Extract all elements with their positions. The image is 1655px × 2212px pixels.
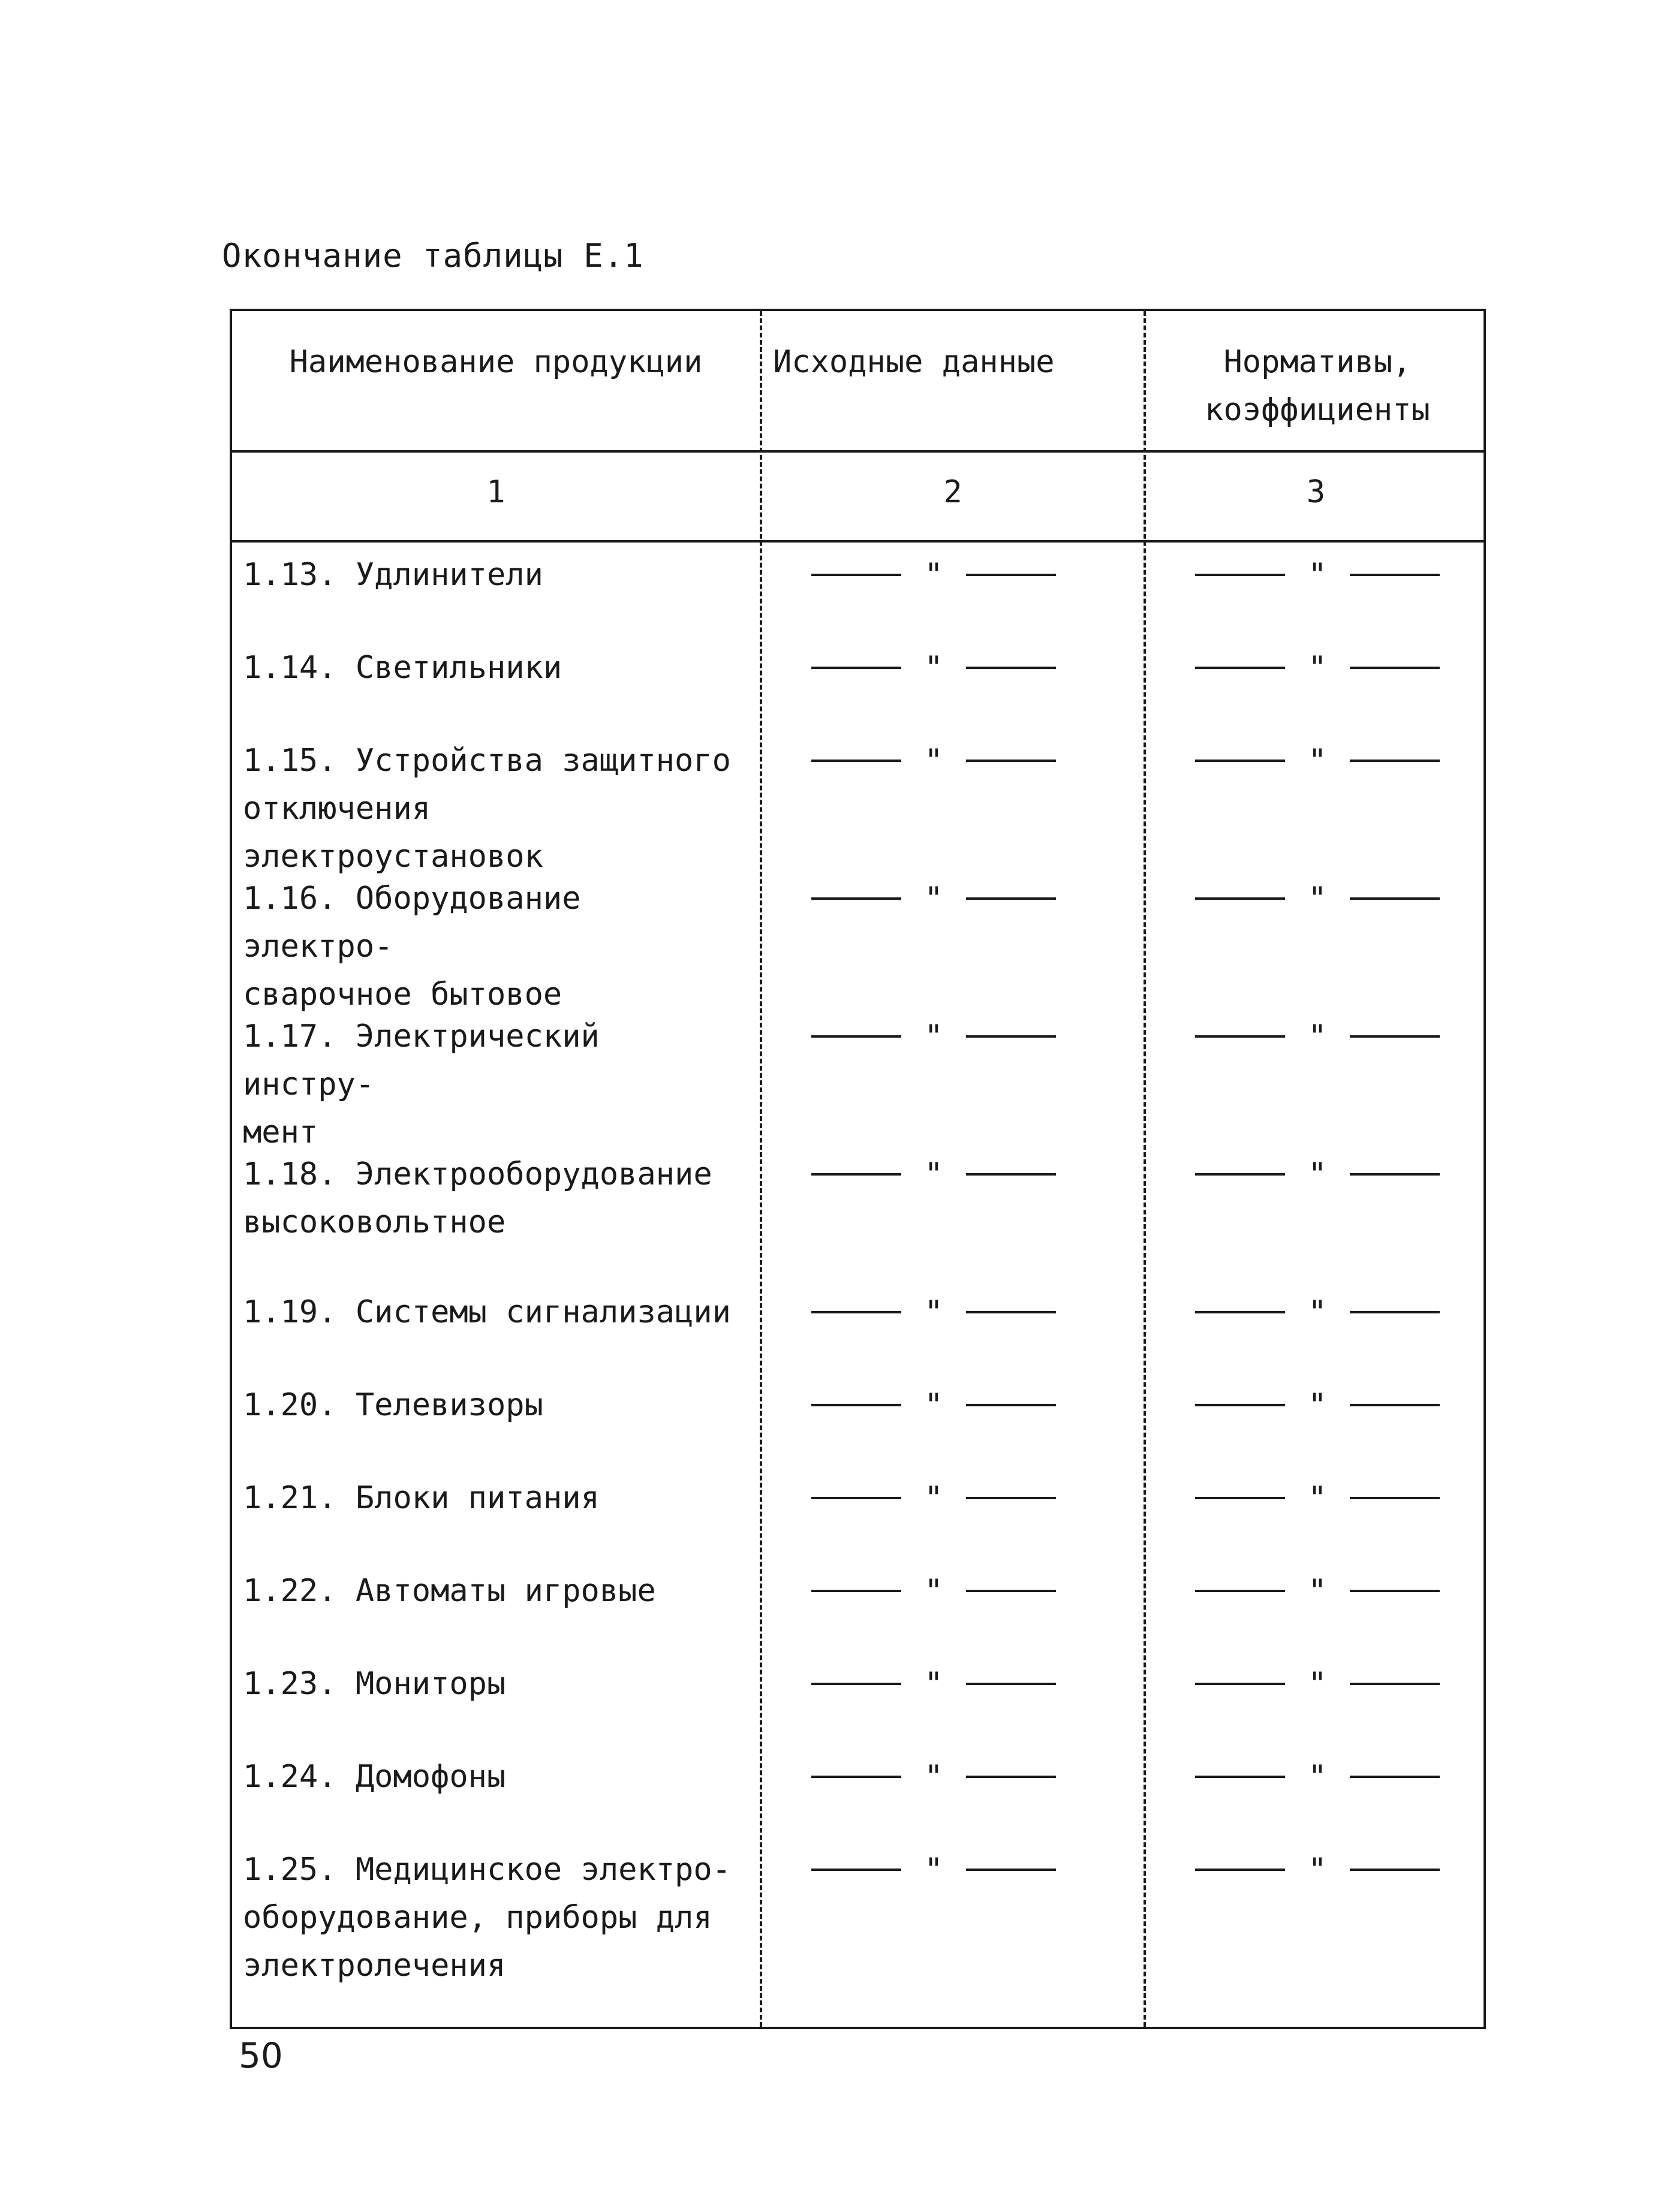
ditto-dash — [966, 1035, 1056, 1038]
row-label: 1.17. Электрический инстру- мент — [243, 1018, 600, 1150]
column-number-3: 3 — [1306, 474, 1326, 510]
ditto-source-data — [808, 743, 1060, 779]
ditto-source-data — [808, 557, 1060, 593]
ditto-dash — [1350, 897, 1440, 900]
ditto-dash — [811, 1869, 901, 1871]
page-number: 50 — [239, 2035, 283, 2076]
row-label: 1.25. Медицинское электро- оборудование, приборы для электролечения — [243, 1852, 731, 1984]
ditto-dash — [1195, 1173, 1285, 1176]
ditto-mark: " — [1308, 1759, 1327, 1795]
row-label: 1.20. Телевизоры — [243, 1387, 543, 1423]
ditto-dash — [966, 1404, 1056, 1406]
ditto-dash — [966, 1311, 1056, 1313]
ditto-source-data — [808, 650, 1060, 686]
ditto-source-data — [808, 1156, 1060, 1192]
ditto-norms — [1191, 1294, 1443, 1330]
ditto-dash — [811, 1173, 901, 1176]
row-label: 1.24. Домофоны — [243, 1759, 506, 1795]
ditto-mark: " — [1308, 1018, 1327, 1054]
ditto-mark: " — [1308, 1387, 1327, 1423]
ditto-mark: " — [1308, 1573, 1327, 1609]
ditto-dash — [811, 1035, 901, 1038]
column-number-2: 2 — [943, 474, 962, 510]
row-label: 1.19. Системы сигнализации — [243, 1294, 731, 1330]
ditto-source-data — [808, 1294, 1060, 1330]
ditto-dash — [1195, 1311, 1285, 1313]
ditto-dash — [1350, 1497, 1440, 1499]
column-header-product: Наименование продукции — [289, 344, 703, 380]
ditto-norms — [1191, 1852, 1443, 1888]
ditto-source-data — [808, 1852, 1060, 1888]
ditto-dash — [966, 1497, 1056, 1499]
ditto-mark: " — [924, 557, 943, 593]
ditto-norms — [1191, 743, 1443, 779]
ditto-dash — [1195, 574, 1285, 576]
ditto-dash — [1195, 1869, 1285, 1871]
ditto-norms — [1191, 881, 1443, 917]
row-label: 1.18. Электрооборудование высоковольтное — [243, 1156, 712, 1240]
row-label: 1.22. Автоматы игровые — [243, 1573, 656, 1609]
ditto-mark: " — [924, 1666, 943, 1702]
ditto-mark: " — [924, 1156, 943, 1192]
ditto-mark: " — [924, 650, 943, 686]
ditto-dash — [811, 1404, 901, 1406]
ditto-source-data — [808, 1480, 1060, 1516]
ditto-source-data — [808, 1666, 1060, 1702]
ditto-dash — [1350, 1683, 1440, 1685]
ditto-mark: " — [1308, 1666, 1327, 1702]
ditto-dash — [811, 574, 901, 576]
ditto-dash — [966, 1869, 1056, 1871]
ditto-dash — [1195, 1404, 1285, 1406]
ditto-norms — [1191, 1480, 1443, 1516]
ditto-dash — [811, 760, 901, 762]
ditto-dash — [966, 1776, 1056, 1778]
ditto-dash — [1350, 1776, 1440, 1778]
row-label: 1.14. Светильники — [243, 650, 562, 686]
ditto-dash — [811, 1497, 901, 1499]
ditto-dash — [966, 1173, 1056, 1176]
ditto-dash — [1195, 1035, 1285, 1038]
ditto-dash — [1350, 1035, 1440, 1038]
ditto-dash — [1350, 574, 1440, 576]
ditto-norms — [1191, 1573, 1443, 1609]
row-label: 1.15. Устройства защитного отключения электроустановок — [243, 743, 731, 875]
ditto-dash — [811, 1683, 901, 1685]
ditto-dash — [811, 1311, 901, 1313]
ditto-dash — [1195, 760, 1285, 762]
ditto-dash — [811, 897, 901, 900]
ditto-mark: " — [924, 1480, 943, 1516]
ditto-mark: " — [924, 743, 943, 779]
ditto-norms — [1191, 1387, 1443, 1423]
ditto-mark: " — [924, 1759, 943, 1795]
ditto-dash — [1350, 1404, 1440, 1406]
ditto-source-data — [808, 1018, 1060, 1054]
ditto-mark: " — [1308, 1294, 1327, 1330]
ditto-mark: " — [1308, 650, 1327, 686]
column-divider — [760, 311, 762, 2027]
ditto-dash — [811, 667, 901, 669]
ditto-mark: " — [924, 1018, 943, 1054]
ditto-mark: " — [924, 1573, 943, 1609]
product-table — [230, 309, 1486, 2029]
row-label: 1.13. Удлинители — [243, 557, 543, 593]
ditto-norms — [1191, 1759, 1443, 1795]
ditto-source-data — [808, 1387, 1060, 1423]
ditto-mark: " — [1308, 1852, 1327, 1888]
header-divider — [232, 450, 1484, 453]
ditto-dash — [966, 667, 1056, 669]
ditto-mark: " — [1308, 743, 1327, 779]
row-label: 1.21. Блоки питания — [243, 1480, 600, 1516]
ditto-dash — [1350, 760, 1440, 762]
ditto-source-data — [808, 1573, 1060, 1609]
ditto-dash — [1350, 1173, 1440, 1176]
ditto-dash — [966, 1590, 1056, 1592]
ditto-mark: " — [1308, 557, 1327, 593]
ditto-norms — [1191, 1018, 1443, 1054]
ditto-mark: " — [924, 881, 943, 917]
ditto-dash — [966, 574, 1056, 576]
ditto-source-data — [808, 1759, 1060, 1795]
row-label: 1.23. Мониторы — [243, 1666, 506, 1702]
table-caption: Окончание таблицы Е.1 — [222, 237, 644, 275]
column-number-1: 1 — [486, 474, 505, 510]
ditto-mark: " — [1308, 1156, 1327, 1192]
ditto-norms — [1191, 1156, 1443, 1192]
ditto-norms — [1191, 650, 1443, 686]
ditto-dash — [966, 760, 1056, 762]
ditto-dash — [1195, 1590, 1285, 1592]
ditto-dash — [1195, 1497, 1285, 1499]
ditto-mark: " — [924, 1387, 943, 1423]
ditto-mark: " — [924, 1294, 943, 1330]
ditto-mark: " — [924, 1852, 943, 1888]
ditto-dash — [1195, 897, 1285, 900]
ditto-source-data — [808, 881, 1060, 917]
ditto-dash — [1195, 667, 1285, 669]
column-header-norms: Нормативы, коэффициенты — [1205, 344, 1430, 428]
ditto-dash — [966, 1683, 1056, 1685]
ditto-dash — [1195, 1683, 1285, 1685]
ditto-dash — [1350, 1311, 1440, 1313]
number-row-divider — [232, 540, 1484, 543]
ditto-dash — [1350, 667, 1440, 669]
ditto-dash — [1350, 1869, 1440, 1871]
column-divider — [1144, 311, 1146, 2027]
ditto-dash — [1195, 1776, 1285, 1778]
ditto-norms — [1191, 557, 1443, 593]
column-header-source-data: Исходные данные — [773, 344, 1055, 380]
row-label: 1.16. Оборудование электро- сварочное бытовое — [243, 881, 581, 1012]
ditto-mark: " — [1308, 1480, 1327, 1516]
ditto-norms — [1191, 1666, 1443, 1702]
ditto-dash — [966, 897, 1056, 900]
ditto-dash — [811, 1776, 901, 1778]
ditto-dash — [1350, 1590, 1440, 1592]
ditto-dash — [811, 1590, 901, 1592]
ditto-mark: " — [1308, 881, 1327, 917]
